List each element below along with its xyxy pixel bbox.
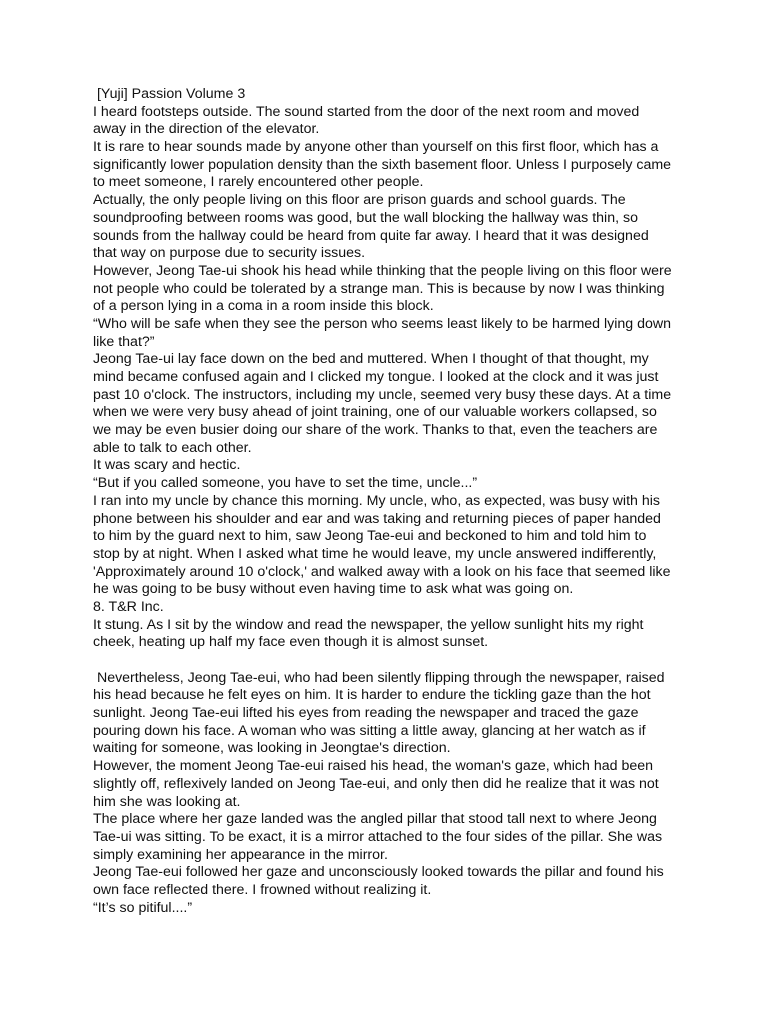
text-line: when we were very busy ahead of joint training, one of our valuable workers collapsed, so <box>93 404 657 421</box>
text-line: Actually, the only people living on this floor are prison guards and school guards. The <box>93 192 626 209</box>
text-line: 8. T&R Inc. <box>93 598 164 615</box>
blank-line <box>93 652 683 670</box>
text-line: soundproofing between rooms was good, but the wall blocking the hallway was thin, so <box>93 209 638 226</box>
document-page <box>93 86 683 917</box>
text-line: to him by the guard next to him, saw Jeong Tae-eui and beckoned to him and told him to <box>93 528 647 545</box>
text-line: Jeong Tae-ui lay face down on the bed and muttered. When I thought of that thought, my <box>93 351 649 368</box>
text-line: not people who could be tolerated by a strange man. This is because by now I was thinking <box>93 280 665 297</box>
text-line: like that?” <box>93 333 155 350</box>
text-line: him she was looking at. <box>93 793 241 810</box>
text-line: “But if you called someone, you have to set the time, uncle...” <box>93 475 478 492</box>
text-line: pouring down his face. A woman who was sitting a little away, glancing at her watch as if <box>93 722 646 739</box>
text-line: slightly off, reflexively landed on Jeong Tae-eui, and only then did he realize that it was not <box>93 775 659 792</box>
text-line: It stung. As I sit by the window and read the newspaper, the yellow sunlight hits my right <box>93 616 644 633</box>
text-line: sounds from the hallway could be heard from quite far away. I heard that it was designed <box>93 227 649 244</box>
text-line: Nevertheless, Jeong Tae-euі, who had been silently flipping through the newspaper, raised <box>93 669 665 686</box>
text-line: we may be even busier doing our share of the work. Thanks to that, even the teachers are <box>93 422 658 439</box>
text-line: to meet someone, I rarely encountered other people. <box>93 174 424 191</box>
text-line: “It’s so pitiful....” <box>93 899 193 916</box>
text-line: simply examining her appearance in the mirror. <box>93 846 388 863</box>
text-line: 'Approximately around 10 o'clock,' and walked away with a look on his face that seemed like <box>93 563 671 580</box>
text-line: I ran into my uncle by chance this morning. My uncle, who, as expected, was busy with his <box>93 492 660 509</box>
text-line: able to talk to each other. <box>93 439 252 456</box>
text-line: I heard footsteps outside. The sound started from the door of the next room and moved <box>93 103 640 120</box>
text-line: stop by at night. When I asked what time he would leave, my uncle answered indifferently, <box>93 545 657 562</box>
text-line: “Who will be safe when they see the person who seems least likely to be harmed lying down <box>93 315 672 332</box>
text-line: mind became confused again and I clicked my tongue. I looked at the clock and it was just <box>93 369 659 385</box>
text-line: cheek, heating up half my face even though it is almost sunset. <box>93 634 489 651</box>
text-line: past 10 o'clock. The instructors, including my uncle, seemed very busy these days. At a time <box>93 386 672 403</box>
document-title: [Yuji] Passion Volume 3 <box>93 86 246 102</box>
text-line: away in the direction of the elevator. <box>93 121 320 138</box>
text-line: It was scary and hectic. <box>93 457 241 474</box>
text-line: his head because he felt eyes on him. It is harder to endure the tickling gaze than the hot <box>93 687 651 704</box>
text-line: waiting for someone, was looking in Jeongtae's direction. <box>93 740 451 757</box>
text-line: It is rare to hear sounds made by anyone other than yourself on this first floor, which has a <box>93 139 659 156</box>
text-line: The place where her gaze landed was the angled pillar that stood tall next to where Jeong <box>93 811 657 828</box>
text-line: Jeong Tae-eui followed her gaze and unconsciously looked towards the pillar and found his <box>93 864 664 881</box>
text-line: that way on purpose due to security issues. <box>93 245 366 262</box>
document-body <box>93 104 683 918</box>
text-line: he was going to be busy without even having time to ask what was going on. <box>93 581 574 598</box>
text-line: However, the moment Jeong Tae-eui raised his head, the woman's gaze, which had been <box>93 758 654 775</box>
text-line: However, Jeong Tae-ui shook his head while thinking that the people living on this floor were <box>93 262 672 279</box>
text-line: phone between his shoulder and ear and was taking and returning pieces of paper handed <box>93 510 661 527</box>
text-line: significantly lower population density than the sixth basement floor. Unless I purposely came <box>93 156 672 173</box>
text-line: of a person lying in a coma in a room inside this block. <box>93 298 434 315</box>
text-line: own face reflected there. I frowned without realizing it. <box>93 881 432 898</box>
text-line: sunlight. Jeong Tae-eui lifted his eyes from reading the newspaper and traced the gaze <box>93 705 639 722</box>
text-line: Tae-ui was sitting. To be exact, it is a mirror attached to the four sides of the pillar. She was <box>93 828 663 845</box>
